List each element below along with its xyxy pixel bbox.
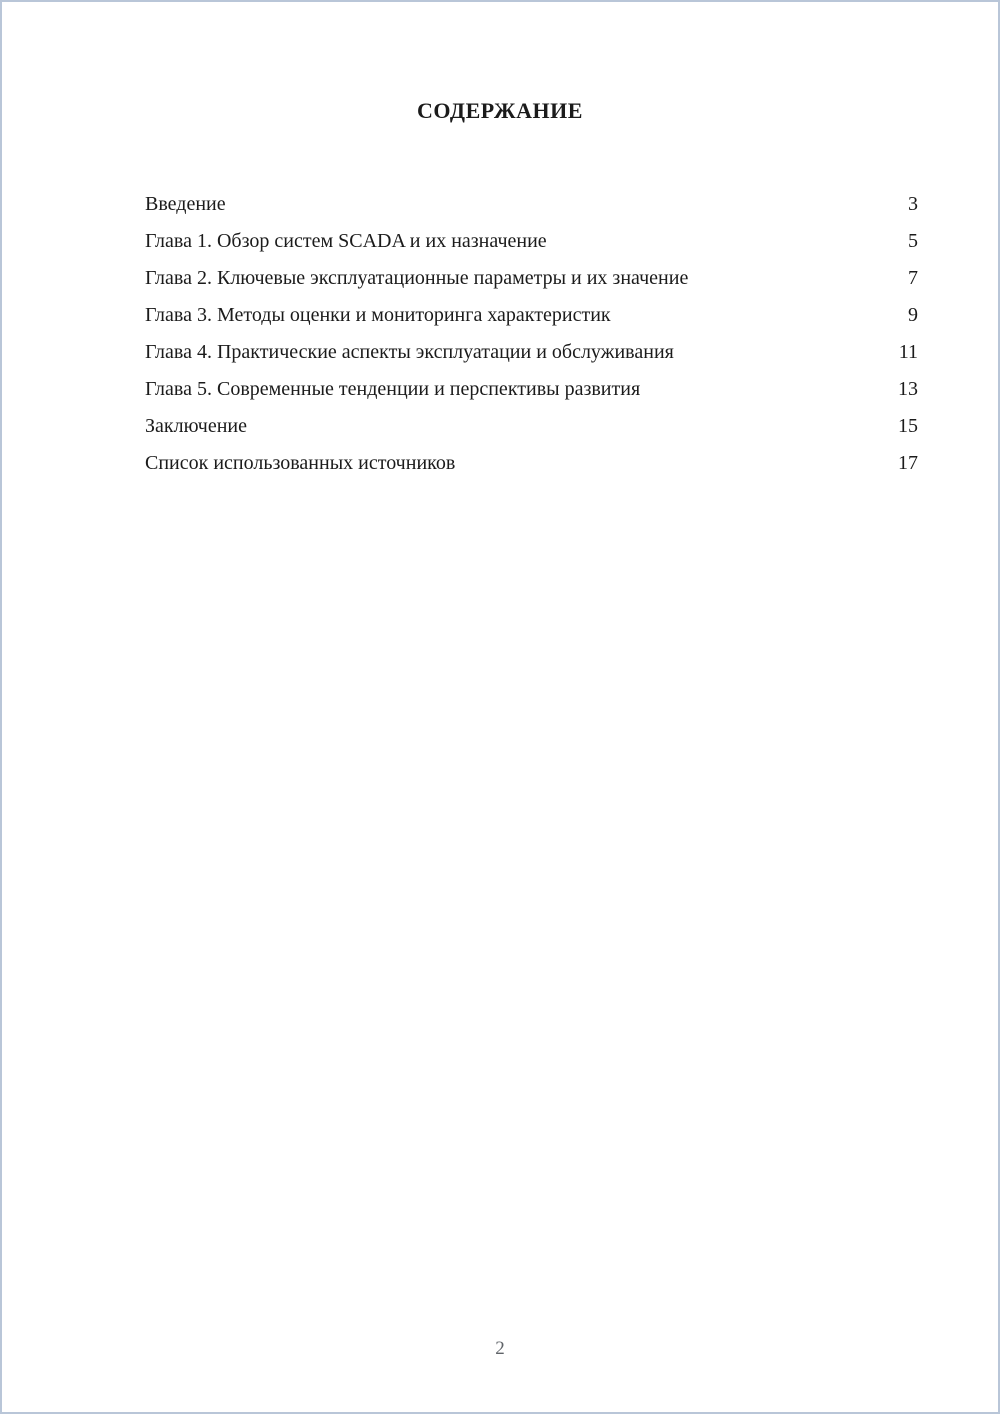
page-title: СОДЕРЖАНИЕ [417, 98, 583, 123]
toc-entry-title: Глава 1. Обзор систем SCADA и их назначение [145, 230, 547, 252]
toc-entry [145, 334, 918, 371]
toc-entry-title: Глава 4. Практические аспекты эксплуатации и обслуживания [145, 341, 674, 363]
page-number: 2 [495, 1338, 505, 1359]
toc-entry-title: Список использованных источников [145, 452, 456, 474]
toc-entry-title: Глава 2. Ключевые эксплуатационные параметры и их значение [145, 267, 689, 289]
toc-entry-page: 7 [908, 267, 918, 289]
toc-entry-page: 17 [898, 452, 918, 474]
toc-entry [145, 260, 918, 297]
toc-entry-page: 11 [898, 341, 918, 363]
toc-entry-page: 15 [898, 415, 918, 437]
toc-entry-title: Глава 5. Современные тенденции и перспективы развития [145, 378, 641, 400]
toc-entry-page: 9 [908, 304, 918, 326]
toc-entry-title: Введение [145, 193, 226, 215]
toc-entry-page: 5 [908, 230, 918, 252]
toc-entry-page: 13 [898, 378, 918, 400]
toc-entry-title: Заключение [145, 415, 247, 437]
toc-entry [145, 186, 918, 223]
toc-entry [145, 371, 918, 408]
toc-entry-page: 3 [908, 193, 918, 215]
toc-list [145, 186, 918, 482]
toc-entry [145, 223, 918, 260]
toc-entry [145, 408, 918, 445]
toc-entry-title: Глава 3. Методы оценки и мониторинга характеристик [145, 304, 611, 326]
toc-entry [145, 445, 918, 482]
toc-entry [145, 297, 918, 334]
